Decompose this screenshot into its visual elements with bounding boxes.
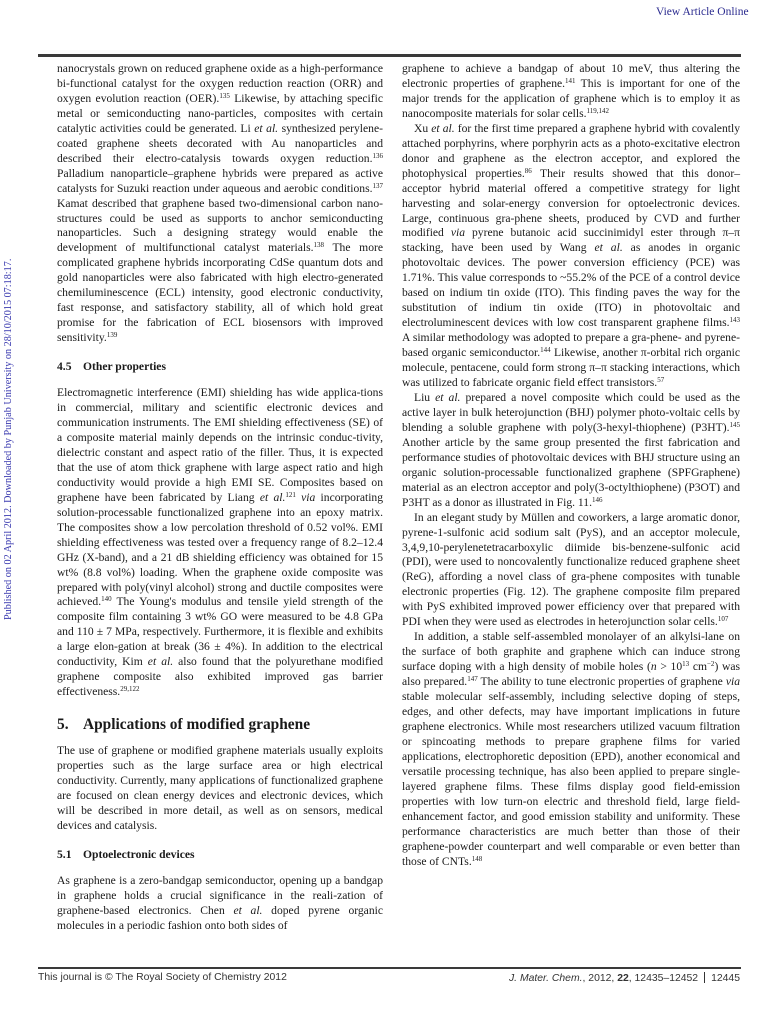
citation[interactable]: 137 bbox=[372, 181, 383, 190]
citation[interactable]: 143 bbox=[729, 316, 740, 325]
section-heading-4-5: 4.5 Other properties bbox=[57, 360, 166, 374]
citation[interactable]: 138 bbox=[313, 241, 325, 250]
paragraph: nanocrystals grown on reduced graphene oxide as a high-performance bi-functional catalyst for the oxygen reduction reaction (ORR) and oxygen evolution reaction (OER).$^{135}$ Likewise, by attaching specific metal or semiconducting nano-particles, composites with certain catalytic activities could be generated. Li et al. synthesized perylene-coated graphene sheets decorated with Au nanoparticles and described their electro-catalysis towards oxygen reduction.$^{136}$ Palladium nanoparticle–graphene hybrids were prepared as active catalysts for Suzuki reaction under aqueous and aerobic conditions.$^{137}$ Kamat described that graphene based two-dimensional carbon nano-structures could be used as supports to anchor semiconducting nanoparticles. Such a designing strategy would enable the development of multifunctional catalyst materials.$^{138}$ The more complicated graphene hybrids incorporating CdSe quantum dots and gold nanoparticles were also fabricated with high electro-generated chemiluminescence (ECL) intensity, good electronic conductivity, fast response, and satisfactory stability, all of which hold great promise for the fabrication of ECL biosensors with improved sensitivity.$^{139}$ bbox=[57, 62, 383, 345]
paragraph: As graphene is a zero-bandgap semiconductor, opening up a bandgap in graphene holds a crucial significance in the reali-zation of graphene-based electronics. Chen et al. doped pyrene organic molecules in a periodic fashion onto both sides of bbox=[57, 873, 383, 932]
citation[interactable]: 147 bbox=[467, 675, 478, 684]
download-stamp: Published on 02 April 2012. Downloaded by Punjab University on 28/10/2015 07:18:17. bbox=[3, 258, 14, 620]
citation[interactable]: 29,122 bbox=[120, 685, 140, 694]
citation[interactable]: 139 bbox=[106, 331, 118, 340]
citation[interactable]: 146 bbox=[592, 495, 603, 504]
journal-name: J. Mater. Chem. bbox=[508, 973, 583, 984]
citation[interactable]: 119,142 bbox=[586, 106, 609, 115]
citation[interactable]: 107 bbox=[717, 615, 729, 624]
footer-copyright: This journal is © The Royal Society of Chemistry 2012 bbox=[38, 972, 287, 983]
paragraph: In an elegant study by Müllen and coworkers, a large aromatic donor, pyrene-1-sulfonic acid sodium salt (PyS), and an acceptor molecule, 3,4,9,10-perylenetetracarboxylic diimide bis-benzene-sulfonic acid (PDI), were used to noncovalently functionalize reduced graphene sheet (ReG), affording a novel class of gra-phene composites with tunable electronic properties (Fig. 12). The graphene composite film prepared with PyS exhibited improved power efficiency over that prepared with PDI when they were used as electrodes in heterojunction solar cells.$^{107}$ bbox=[402, 510, 740, 629]
view-article-online-link[interactable]: View Article Online bbox=[656, 6, 749, 18]
citation[interactable]: 145 bbox=[729, 420, 740, 429]
left-column bbox=[57, 62, 383, 934]
citation[interactable]: 135 bbox=[219, 91, 230, 100]
citation[interactable]: 121 bbox=[285, 490, 296, 499]
page-number: 12445 bbox=[711, 973, 740, 984]
citation[interactable]: 141 bbox=[565, 76, 576, 85]
footer-citation: J. Mater. Chem., 2012, 22, 12435–12452 12445 bbox=[508, 973, 740, 984]
paragraph: Xu et al. for the first time prepared a graphene hybrid with covalently attached porphyrins, where porphyrin acts as a photo-excitative electron donor and graphene as the electron acceptor, and explored the photophysical properties.$^{86}$ Their results showed that this donor–acceptor hybrid material offered a competitive strategy for light harvesting and solar-energy conversion for optoelectronic devices. Large, continuous gra-phene sheets, produced by CVD and further modified via pyrene butanoic acid succinimidyl ester through π–π stacking, have been used by Wang et al. as anodes in organic photovoltaic devices. The power conversion efficiency (PCE) was 1.71%. This value corresponds to ~55.2% of the PCE of a control device based on indium tin oxide (ITO). This finding paves the way for the substitution of indium tin oxide (ITO) in photovoltaic and electroluminescent devices with low cost transparent graphene films.$^{143}$ A similar methodology was adopted to prepare a gra-phene- and pyrene-based organic semiconductor.$^{144}$ Likewise, another π-orbital rich organic molecule, pentacene, could form strong π–π stacking interactions, which was utilized to fabricate organic field effect transistors.$^{57}$ bbox=[402, 121, 740, 390]
footer-rule bbox=[38, 967, 741, 969]
right-column bbox=[402, 62, 740, 869]
footer-separator bbox=[704, 972, 705, 983]
paragraph: graphene to achieve a bandgap of about 10 meV, thus altering the electronic properties of graphene.$^{141}$ This is important for one of the major trends for the application of graphene which is to employ it as nanocomposite materials for solar cells.$^{119,142}$ bbox=[402, 62, 740, 120]
paragraph: In addition, a stable self-assembled monolayer of an alkylsi-lane on the surface of both graphite and graphene which can induce strong surface doping with a high density of mobile holes ($n > 10^{13}$ $cm^{-2}$) was also prepared.$^{147}$ The ability to tune electronic properties of graphene via stable molecular self-assembly, including selective doping of steps, edges, and other defects, may have important implications in future graphene electronics. While most researchers utilized vacuum filtration or spincoating methods to prepare graphene films for varied applications, electrophoretic deposition (EPD), another economical and versatile processing technique, has also been applied to prepare single-layered graphene films. These films display good field-emission properties with low turn-on electric and threshold field, large field-enhancement factor, and good emission stability and uniformity. These performance characteristics are much better than those of their graphene-powder counterpart and well comparable or even better than those of CNTs.$^{148}$ bbox=[402, 630, 741, 868]
citation[interactable]: 148 bbox=[471, 854, 483, 863]
citation[interactable]: 136 bbox=[372, 151, 383, 160]
citation[interactable]: 57 bbox=[657, 376, 665, 385]
paragraph: The use of graphene or modified graphene materials usually exploits properties such as the large surface area or high electrical conductivity. Currently, many applications of functionalized graphene are focused on clean energy devices and electronic devices, which will be described in more detail, as well as on sensors, medical devices and catalysis. bbox=[57, 744, 383, 832]
citation[interactable]: 140 bbox=[101, 595, 112, 604]
section-heading-5: 5. Applications of modified graphene bbox=[57, 716, 311, 734]
citation[interactable]: 86 bbox=[524, 166, 532, 175]
header-rule bbox=[38, 54, 741, 57]
volume: 22 bbox=[617, 973, 629, 984]
paragraph: Electromagnetic interference (EMI) shielding has wide applica-tions in commercial, military and scientific electronic devices and communication instruments. The EMI shielding effectiveness (SE) of a composite material mainly depends on the intrinsic conduc-tivity, dielectric constant and aspect ratio of the filler. Thus, it is expected that the use of atom thick graphene with large aspect ratio and high conductivity would provide a high EMI SE. Composites based on graphene have been fabricated by Liang et al.$^{121}$ via incorporating solution-processable functionalized graphene into an epoxy matrix. The composites show a low percolation threshold of 0.52 vol%. EMI shielding effectiveness was tested over a frequency range of 8.2–12.4 GHz (X-band), and a 21 dB shielding efficiency was obtained for 15 wt% (8.8 vol%) loading. When the graphene oxide composite was prepared with poly(vinyl alcohol) strong and ductile composites were achieved.$^{140}$ The Young's modulus and tensile yield strength of the composite film containing 3 wt% GO were measured to be 4.8 GPa and 110 ± 7 MPa, respectively. Furthermore, it is flexible and exhibits a large elon-gation at break (36 ± 4%). In addition to the electrical conductivity, Kim et al. also found that the polyurethane modified graphene composite also exhibited improved gas barrier effectiveness.$^{29,122}$ bbox=[57, 386, 384, 699]
paragraph: Liu et al. prepared a novel composite which could be used as the active layer in bulk heterojunction (BHJ) polymer photo-voltaic cells by blending a soluble graphene with poly(3-hexyl-thiophene) (P3HT).$^{145}$ Another article by the same group presented the first fabrication and performance studies of photovoltaic devices with BHJ structure using an organic solution-processable functionalized graphene (SPFGraphene) material as an electron acceptor and poly(3-octylthiophene) (P3OT) and P3HT as a donor as illustrated in Fig. 11.$^{146}$ bbox=[402, 390, 741, 509]
citation[interactable]: 144 bbox=[540, 346, 551, 355]
section-heading-5-1: 5.1 Optoelectronic devices bbox=[57, 847, 195, 861]
